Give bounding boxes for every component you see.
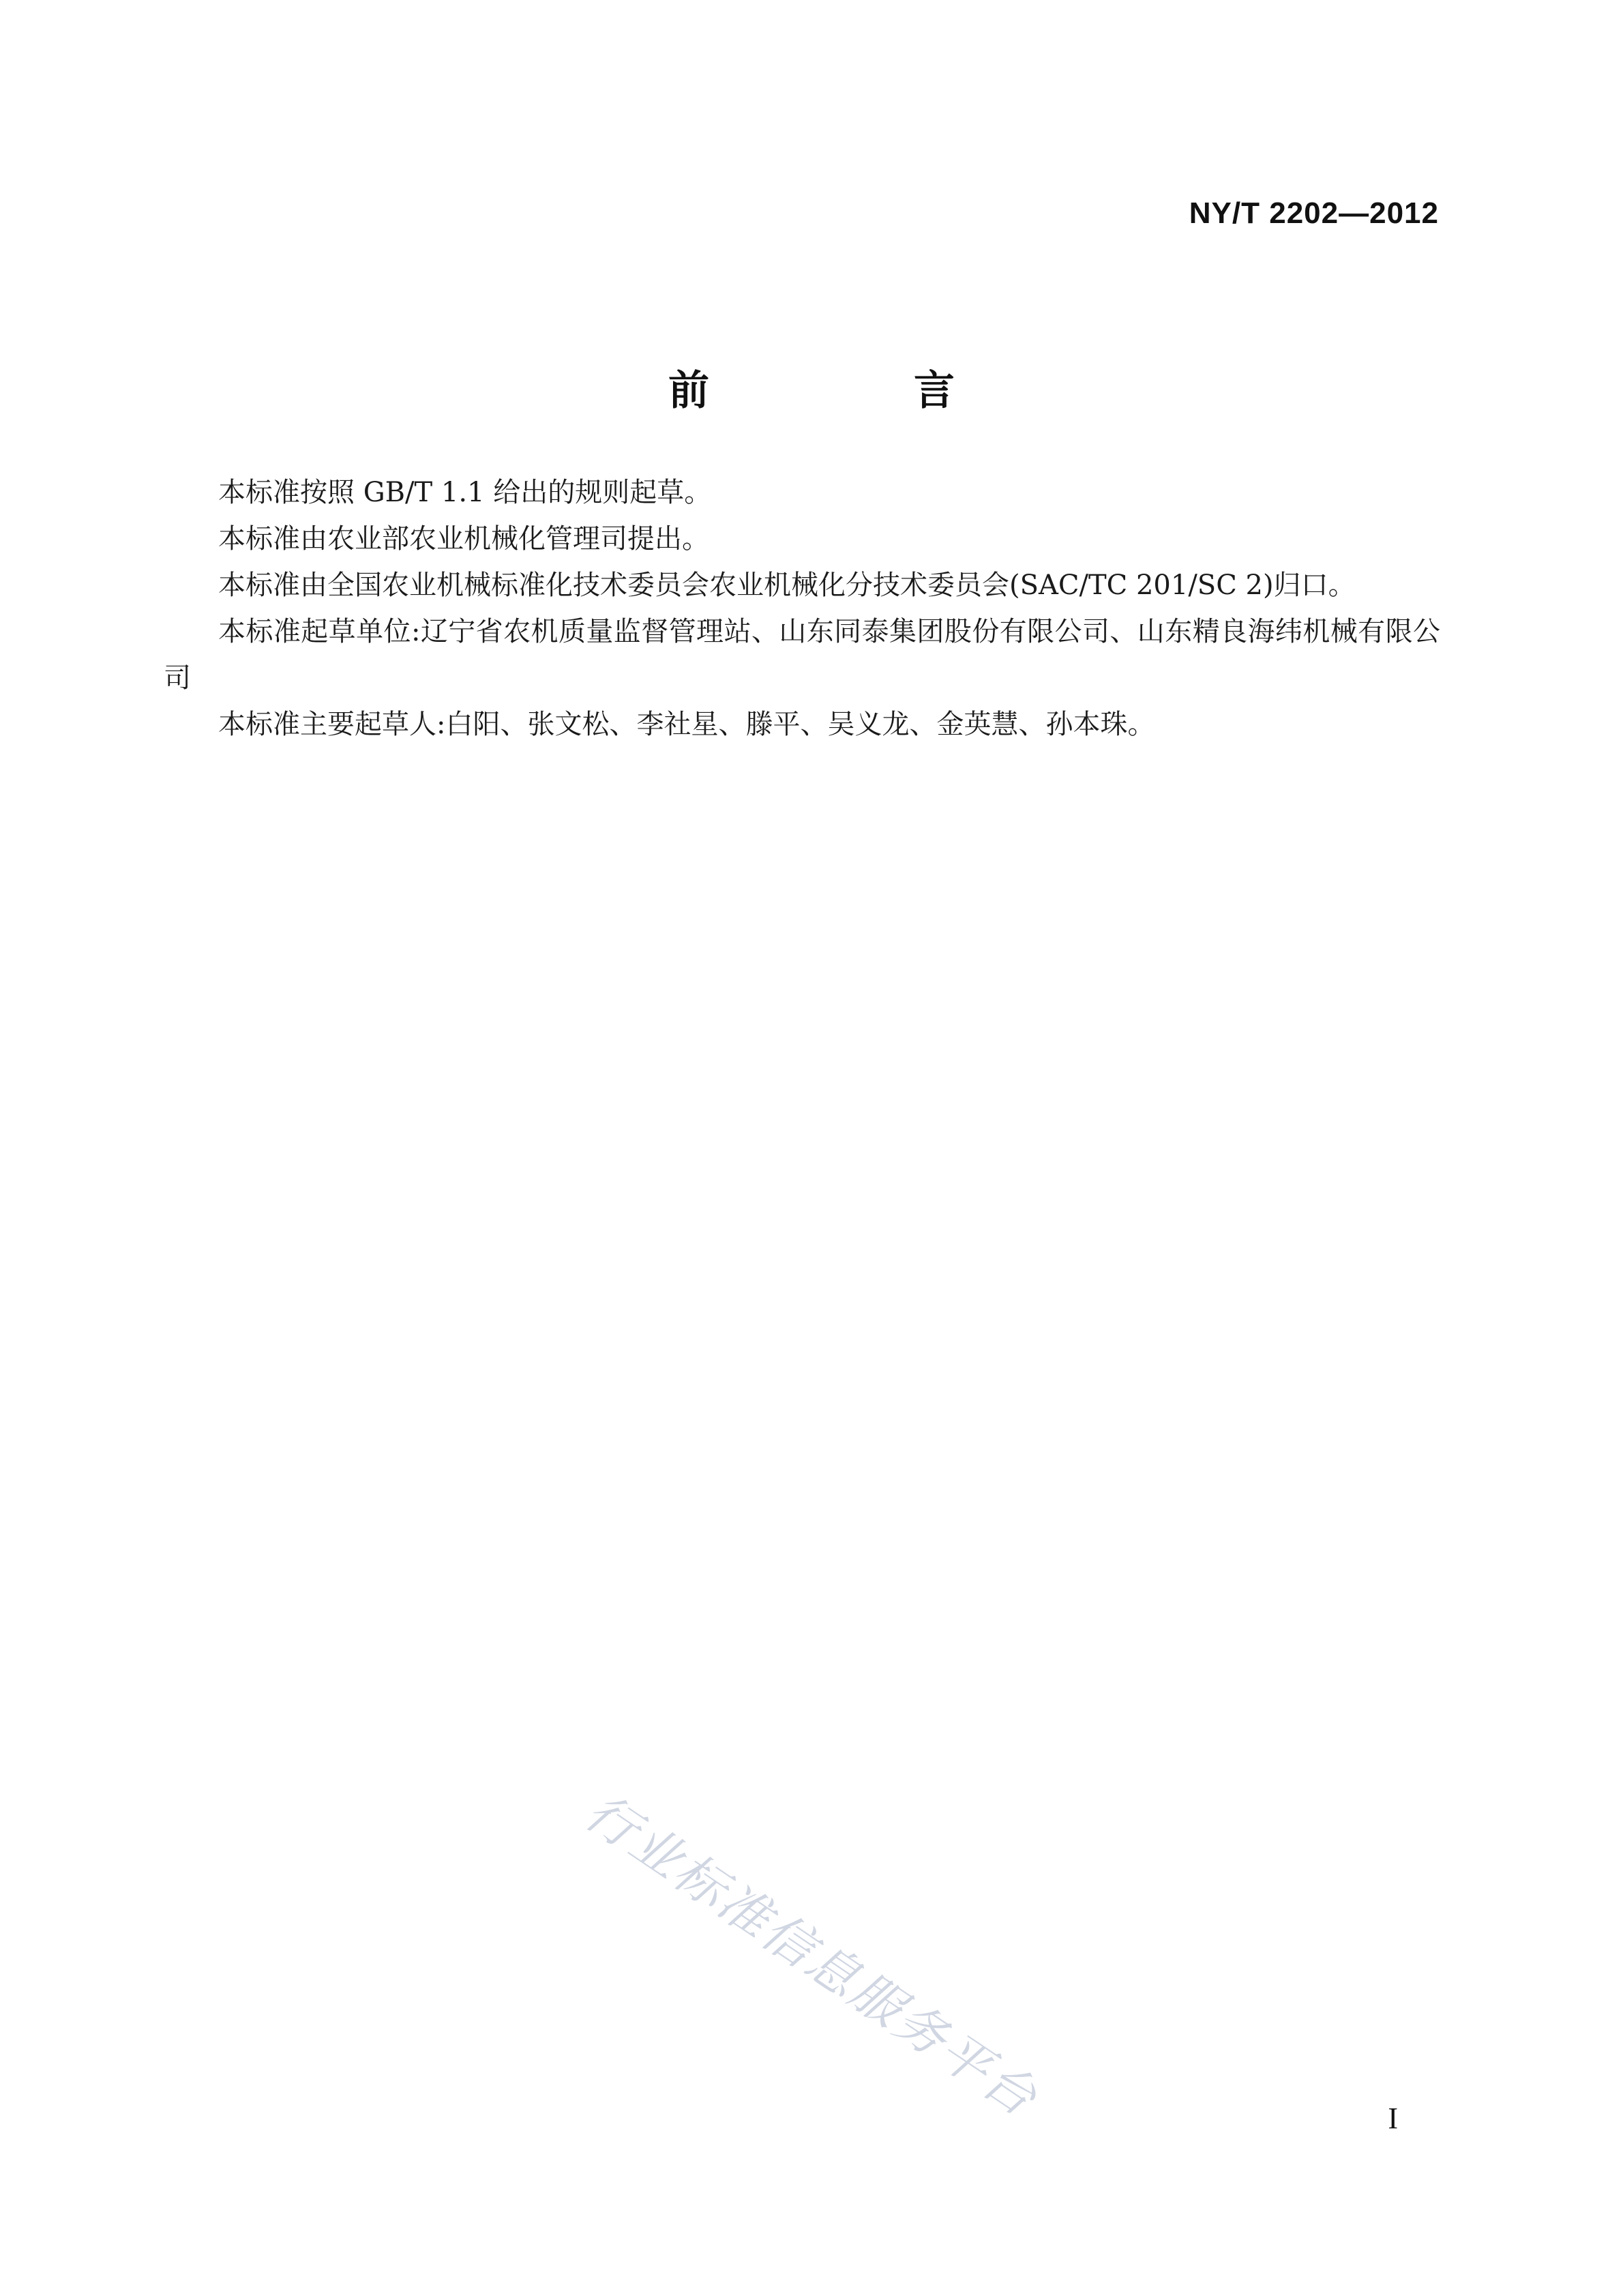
foreword-body <box>164 469 1440 748</box>
paragraph-drafting-units: 本标准起草单位:辽宁省农机质量监督管理站、山东同泰集团股份有限公司、山东精良海纬机械有限公司 <box>164 616 1440 694</box>
watermark: 行业标准信息服务平台 <box>574 1782 1049 2129</box>
page-title: 前 言 <box>668 367 1037 415</box>
standard-code: NY/T 2202—2012 <box>1189 196 1439 230</box>
paragraph-proposer: 本标准由农业部农业机械化管理司提出。 <box>218 523 709 555</box>
paragraph-main-drafters: 本标准主要起草人:白阳、张文松、李社星、滕平、吴义龙、金英慧、孙本珠。 <box>218 709 1155 740</box>
page-number: I <box>1388 2102 1398 2135</box>
paragraph-technical-committee: 本标准由全国农业机械标准化技术委员会农业机械化分技术委员会(SAC/TC 201/SC 2)归口。 <box>218 570 1356 601</box>
paragraph-drafting-rules: 本标准按照 GB/T 1.1 给出的规则起草。 <box>218 477 712 508</box>
